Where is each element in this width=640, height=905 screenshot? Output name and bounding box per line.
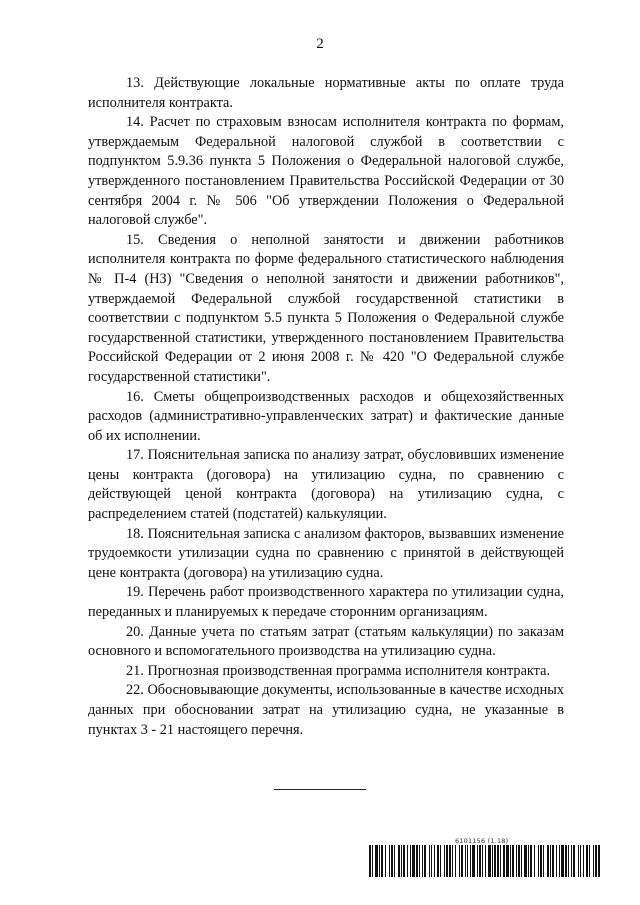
barcode-bar — [593, 845, 594, 877]
barcode-bar — [568, 845, 569, 877]
barcode-bar — [440, 845, 441, 877]
barcode-bar — [437, 845, 439, 877]
barcode-bar — [530, 845, 532, 877]
barcode-bar — [516, 845, 517, 877]
paragraph-13: 13. Действующие локальные нормативные акты по оплате труда исполнителя контракта. — [88, 75, 564, 111]
barcode-bar — [547, 845, 549, 877]
barcode-bar — [381, 845, 383, 877]
barcode-bar — [534, 845, 535, 877]
barcode-bar — [398, 845, 400, 877]
barcode-bar — [510, 845, 511, 877]
barcode-bar — [482, 845, 483, 877]
barcode-bar — [416, 845, 418, 877]
barcode-bar — [391, 845, 393, 877]
barcode-bar — [385, 845, 386, 877]
barcode-bar — [455, 845, 456, 877]
barcode-bar — [528, 845, 529, 877]
barcode-bar — [446, 845, 448, 877]
paragraph-15: 15. Сведения о неполной занятости и движении работников исполнителя контракта по форме федерального статистического наблюдения № П-4 (НЗ) "Сведения о неполной занятости и движении работников", утверждаемой Федеральной службой государственной статистики в соответствии с подпунктом 5.5 пункта 5 Положения о Федеральной службе государственной статистики, утвержденного постановлением Правительства Российской Федерации от 2 июня 2008 г. № 420 "О Федеральной службе государственной статистики". — [88, 231, 564, 385]
barcode-bar — [444, 845, 445, 877]
barcode-bar — [500, 845, 501, 877]
barcode-bar — [424, 845, 426, 877]
barcode-bar — [571, 845, 572, 877]
barcode-bar — [375, 845, 378, 877]
barcode-bar — [419, 845, 420, 877]
barcode-bar — [518, 845, 520, 877]
barcode-bar — [524, 845, 527, 877]
end-separator-line — [274, 789, 366, 790]
barcode-bar — [578, 845, 579, 877]
barcode-bar — [521, 845, 522, 877]
barcode-bar — [412, 845, 415, 877]
barcode-bar — [434, 845, 435, 877]
barcode-bar — [369, 845, 371, 877]
barcode-bar — [452, 845, 453, 877]
barcode-bar — [543, 845, 544, 877]
document-code: 6101156 (1.18) — [455, 837, 509, 845]
barcode-bar — [561, 845, 564, 877]
barcode-bar — [379, 845, 380, 877]
barcode-bar — [573, 845, 575, 877]
barcode-bar — [559, 845, 560, 877]
barcode — [369, 845, 600, 877]
paragraph-21: 21. Прогнозная производственная программа исполнителя контракта. — [126, 662, 551, 679]
paragraph-17: 17. Пояснительная записка по анализу затрат, обусловивших изменение цены контракта (договора) на утилизацию судна, по сравнению с действующей ценой контракта (договора) на утилизацию судна, с распределением статей (подстатей) калькуляции. — [88, 447, 564, 523]
barcode-bar — [550, 845, 551, 877]
barcode-bar — [595, 845, 597, 877]
barcode-bar — [503, 845, 505, 877]
barcode-bar — [394, 845, 395, 877]
barcode-bar — [403, 845, 405, 877]
barcode-bar — [372, 845, 373, 877]
paragraph-16: 16. Сметы общепроизводственных расходов и общехозяйственных расходов (административно-управленческих затрат) и фактические данные об их исполнении. — [88, 388, 564, 444]
barcode-bar — [389, 845, 390, 877]
barcode-bar — [467, 845, 468, 877]
paragraph-14: 14. Расчет по страховым взносам исполнителя контракта по формам, утверждаемым Федеральной налоговой службой в соответствии с подпунктом 5.9.36 пункта 5 Положения о Федеральной налоговой службе, утвержденного постановлением Правительства Российской Федерации от 30 сентября 2004 г. № 506 "Об утверждении Положения о Федеральной налоговой службе". — [88, 114, 564, 229]
barcode-bar — [598, 845, 600, 877]
barcode-bar — [449, 845, 451, 877]
paragraph-19: 19. Перечень работ производственного характера по утилизации судна, переданных и планируемых к передаче сторонним организациям. — [88, 584, 564, 621]
document-body — [88, 74, 564, 740]
barcode-bar — [461, 845, 463, 877]
barcode-bar — [431, 845, 432, 877]
barcode-bar — [488, 845, 491, 877]
barcode-bar — [506, 845, 509, 877]
barcode-bar — [429, 845, 430, 877]
paragraph-22: 22. Обосновывающие документы, использованные в качестве исходных данных при обосновании затрат на утилизацию судна, не указанные в пунктах 3 - 21 настоящего перечня. — [88, 682, 564, 738]
barcode-bar — [470, 845, 471, 877]
barcode-bar — [485, 845, 486, 877]
page-number: 2 — [316, 36, 324, 52]
barcode-bar — [465, 845, 466, 877]
paragraph-18: 18. Пояснительная записка с анализом факторов, вызвавших изменение трудоемкости утилизации судна по сравнению с принятой в действующей цене контракта (договора) на утилизацию судна. — [88, 525, 564, 581]
barcode-bar — [459, 845, 460, 877]
barcode-bar — [583, 845, 584, 877]
barcode-bar — [552, 845, 554, 877]
barcode-bar — [565, 845, 567, 877]
barcode-bar — [540, 845, 542, 877]
barcode-bar — [589, 845, 590, 877]
barcode-bar — [479, 845, 481, 877]
barcode-bar — [497, 845, 499, 877]
barcode-bar — [410, 845, 411, 877]
barcode-bar — [512, 845, 514, 877]
barcode-bar — [586, 845, 588, 877]
paragraph-20: 20. Данные учета по статьям затрат (статьям калькуляции) по заказам основного и вспомогательного производства на утилизацию судна. — [88, 623, 564, 660]
barcode-bar — [494, 845, 496, 877]
barcode-bar — [422, 845, 423, 877]
barcode-bar — [477, 845, 478, 877]
barcode-bar — [492, 845, 493, 877]
barcode-bar — [472, 845, 475, 877]
barcode-bar — [580, 845, 581, 877]
barcode-bar — [538, 845, 539, 877]
barcode-bar — [401, 845, 402, 877]
barcode-bar — [407, 845, 408, 877]
barcode-bar — [556, 845, 557, 877]
